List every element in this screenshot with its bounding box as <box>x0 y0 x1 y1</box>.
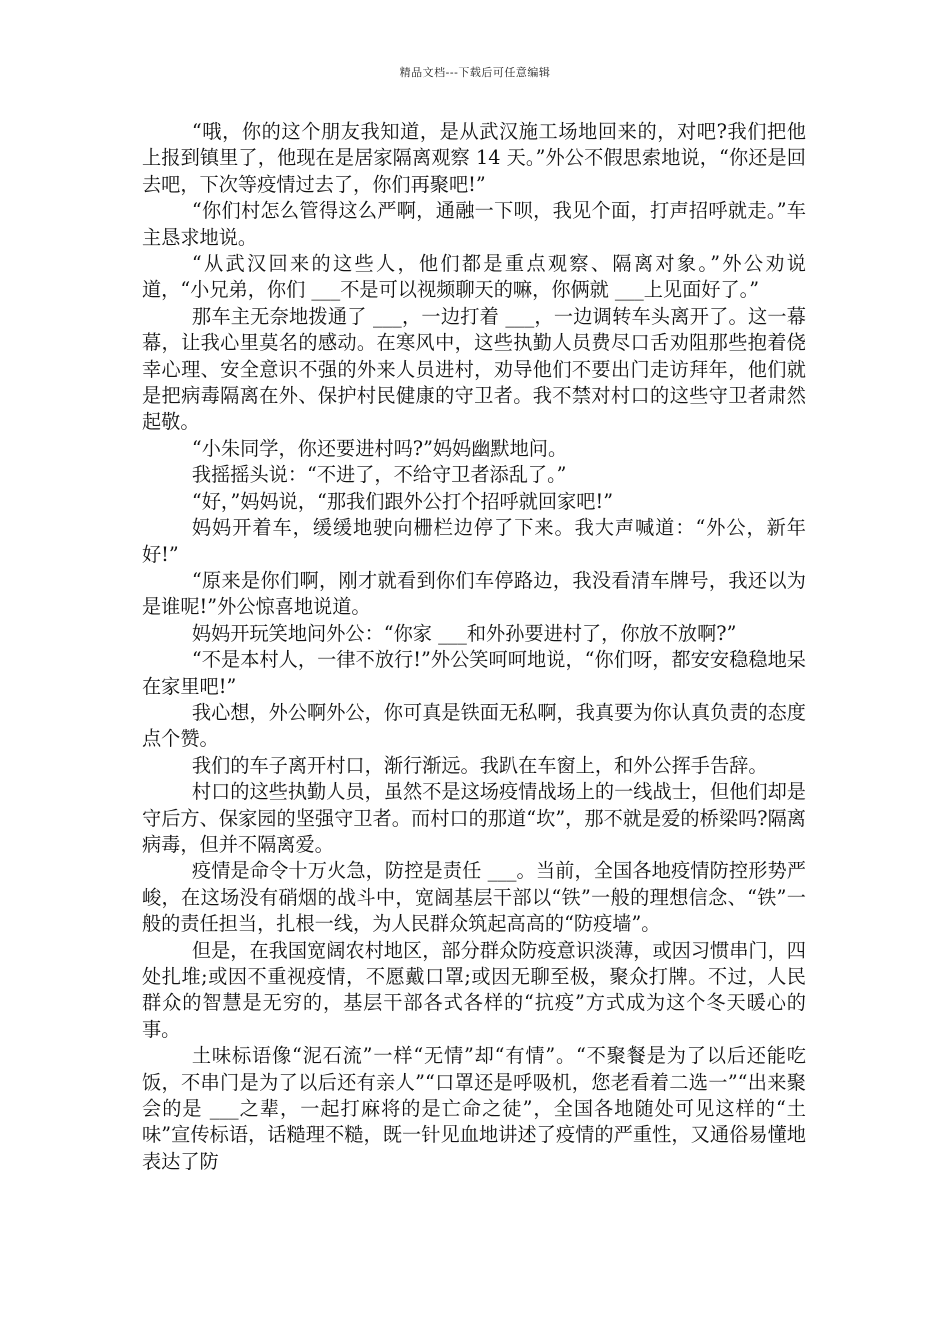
paragraph: 我们的车子离开村口，渐行渐远。我趴在车窗上，和外公挥手告辞。 <box>191 753 768 777</box>
paragraph: 妈妈开着车，缓缓地驶向栅栏边停了下来。我大声喊道：“外公，新年好!” <box>142 516 806 566</box>
paragraph: “好，”妈妈说，“那我们跟外公打个招呼就回家吧!” <box>191 489 614 513</box>
paragraph: 村口的这些执勤人员，虽然不是这场疫情战场上的一线战士，但他们却是守后方、保家园的坚强守卫者。而村口的那道“坎”，那不就是爱的桥梁吗?隔离病毒，但并不隔离爱。 <box>142 780 806 856</box>
paragraph: 那车主无奈地拨通了 ___，一边打着 ___，一边调转车头离开了。这一幕幕，让我心里莫名的感动。在寒风中，这些执勤人员费尽口舌劝阻那些抱着侥幸心理、安全意识不强的外来人员进村，劝导他们不要出门走访拜年，他们就是把病毒隔离在外、保护村民健康的守卫者。我不禁对村口的这些守卫者肃然起敬。 <box>142 304 806 434</box>
document-body <box>142 119 806 1175</box>
page-header: 精品文档---下载后可任意编辑 <box>399 66 551 79</box>
paragraph: “原来是你们啊，刚才就看到你们车停路边，我没看清车牌号，我还以为是谁呢!”外公惊喜地说道。 <box>142 568 806 619</box>
paragraph: 但是，在我国宽阔农村地区，部分群众防疫意识淡薄，或因习惯串门，四处扎堆;或因不重视疫情，不愿戴口罩;或因无聊至极，聚众打牌。不过，人民群众的智慧是无穷的，基层干部各式各样的“抗疫”方式成为这个冬天暖心的事。 <box>142 938 806 1041</box>
paragraph: “小朱同学，你还要进村吗?”妈妈幽默地问。 <box>191 436 568 460</box>
paragraph: 我心想，外公啊外公，你可真是铁面无私啊，我真要为你认真负责的态度点个赞。 <box>142 700 806 751</box>
paragraph: “不是本村人，一律不放行!”外公笑呵呵地说，“你们呀，都安安稳稳地呆在家里吧!” <box>142 648 806 698</box>
paragraph: 疫情是命令十万火急，防控是责任 ___。当前，全国各地疫情防控形势严峻，在这场没有硝烟的战斗中，宽阔基层干部以“铁”一般的理想信念、“铁”一般的责任担当，扎根一线，为人民群众筑起高高的“防疫墙”。 <box>142 859 806 936</box>
paragraph: “哦，你的这个朋友我知道，是从武汉施工场地回来的，对吧?我们把他上报到镇里了，他现在是居家隔离观察 14 天。”外公不假思索地说，“你还是回去吧，下次等疫情过去了，你们再聚吧!” <box>142 120 806 196</box>
paragraph: 我摇摇头说：“不进了，不给守卫者添乱了。” <box>191 463 567 487</box>
paragraph: “你们村怎么管得这么严啊，通融一下呗，我见个面，打声招呼就走。”车主恳求地说。 <box>142 199 806 249</box>
paragraph: “从武汉回来的这些人，他们都是重点观察、隔离对象。”外公劝说道，“小兄弟，你们 ___不是可以视频聊天的嘛，你俩就 ___上见面好了。” <box>142 252 806 302</box>
paragraph: 土味标语像“泥石流”一样“无情”却“有情”。“不聚餐是为了以后还能吃饭，不串门是为了以后还有亲人”“口罩还是呼吸机，您老看着二选一”“出来聚会的是 ___之辈，一起打麻将的是亡命之徒”，全国各地随处可见这样的“土味”宣传标语，话糙理不糙，既一针见血地讲述了疫情的严重性，又通俗易懂地表达了防 <box>142 1044 806 1173</box>
paragraph: 妈妈开玩笑地问外公：“你家 ___和外孙要进村了，你放不放啊?” <box>191 621 737 645</box>
